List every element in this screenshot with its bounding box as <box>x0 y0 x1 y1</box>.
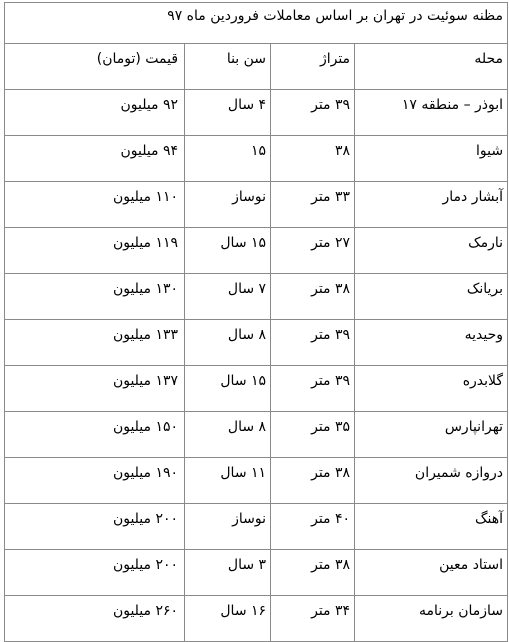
cell-age: ۱۶ سال <box>185 596 271 642</box>
table-row <box>5 412 508 458</box>
table-row <box>5 320 508 366</box>
cell-size: ۳۳ متر <box>271 182 355 228</box>
cell-area: بریانک <box>355 274 508 320</box>
cell-price: ۱۳۳ میلیون <box>5 320 185 366</box>
cell-age: ۱۵ سال <box>185 366 271 412</box>
cell-price: ۱۵۰ میلیون <box>5 412 185 458</box>
cell-price: ۱۹۰ میلیون <box>5 458 185 504</box>
cell-size: ۳۸ متر <box>271 550 355 596</box>
table-row <box>5 274 508 320</box>
cell-age: ۸ سال <box>185 320 271 366</box>
cell-price: ۹۲ میلیون <box>5 90 185 136</box>
cell-area: سازمان برنامه <box>355 596 508 642</box>
table-row <box>5 90 508 136</box>
cell-age: ۷ سال <box>185 274 271 320</box>
cell-size: ۴۰ متر <box>271 504 355 550</box>
cell-age: ۸ سال <box>185 412 271 458</box>
cell-size: ۳۴ متر <box>271 596 355 642</box>
cell-area: ابوذر – منطقه ۱۷ <box>355 90 508 136</box>
table-title-row <box>5 3 508 44</box>
table-row <box>5 596 508 642</box>
cell-size: ۳۸ متر <box>271 458 355 504</box>
cell-age: ۱۵ سال <box>185 228 271 274</box>
table-row <box>5 504 508 550</box>
cell-area: وحیدیه <box>355 320 508 366</box>
cell-age: ۴ سال <box>185 90 271 136</box>
table-row <box>5 182 508 228</box>
header-age: سن بنا <box>185 44 271 90</box>
cell-size: ۳۹ متر <box>271 90 355 136</box>
cell-size: ۳۹ متر <box>271 366 355 412</box>
cell-price: ۱۱۰ میلیون <box>5 182 185 228</box>
cell-size: ۳۵ متر <box>271 412 355 458</box>
table-row <box>5 550 508 596</box>
cell-age: نوساز <box>185 182 271 228</box>
cell-size: ۳۸ <box>271 136 355 182</box>
table-title: مظنه سوئیت در تهران بر اساس معاملات فروردین ماه ۹۷ <box>5 3 508 44</box>
cell-area: نارمک <box>355 228 508 274</box>
cell-price: ۱۱۹ میلیون <box>5 228 185 274</box>
cell-area: استاد معین <box>355 550 508 596</box>
cell-age: ۳ سال <box>185 550 271 596</box>
cell-size: ۳۸ متر <box>271 274 355 320</box>
cell-price: ۱۳۰ میلیون <box>5 274 185 320</box>
cell-area: آهنگ <box>355 504 508 550</box>
cell-age: ۱۵ <box>185 136 271 182</box>
cell-age: نوساز <box>185 504 271 550</box>
cell-price: ۹۴ میلیون <box>5 136 185 182</box>
cell-area: دروازه شمیران <box>355 458 508 504</box>
cell-age: ۱۱ سال <box>185 458 271 504</box>
table-row <box>5 366 508 412</box>
cell-size: ۳۹ متر <box>271 320 355 366</box>
header-size: متراژ <box>271 44 355 90</box>
table-row <box>5 228 508 274</box>
table-row <box>5 136 508 182</box>
cell-price: ۲۶۰ میلیون <box>5 596 185 642</box>
cell-area: آبشار دمار <box>355 182 508 228</box>
table-row <box>5 458 508 504</box>
cell-size: ۲۷ متر <box>271 228 355 274</box>
suite-price-table <box>4 2 508 642</box>
cell-price: ۱۳۷ میلیون <box>5 366 185 412</box>
cell-area: تهرانپارس <box>355 412 508 458</box>
table-header-row <box>5 44 508 90</box>
header-area: محله <box>355 44 508 90</box>
cell-area: گلابدره <box>355 366 508 412</box>
cell-price: ۲۰۰ میلیون <box>5 550 185 596</box>
header-price: قیمت (تومان) <box>5 44 185 90</box>
cell-price: ۲۰۰ میلیون <box>5 504 185 550</box>
cell-area: شیوا <box>355 136 508 182</box>
